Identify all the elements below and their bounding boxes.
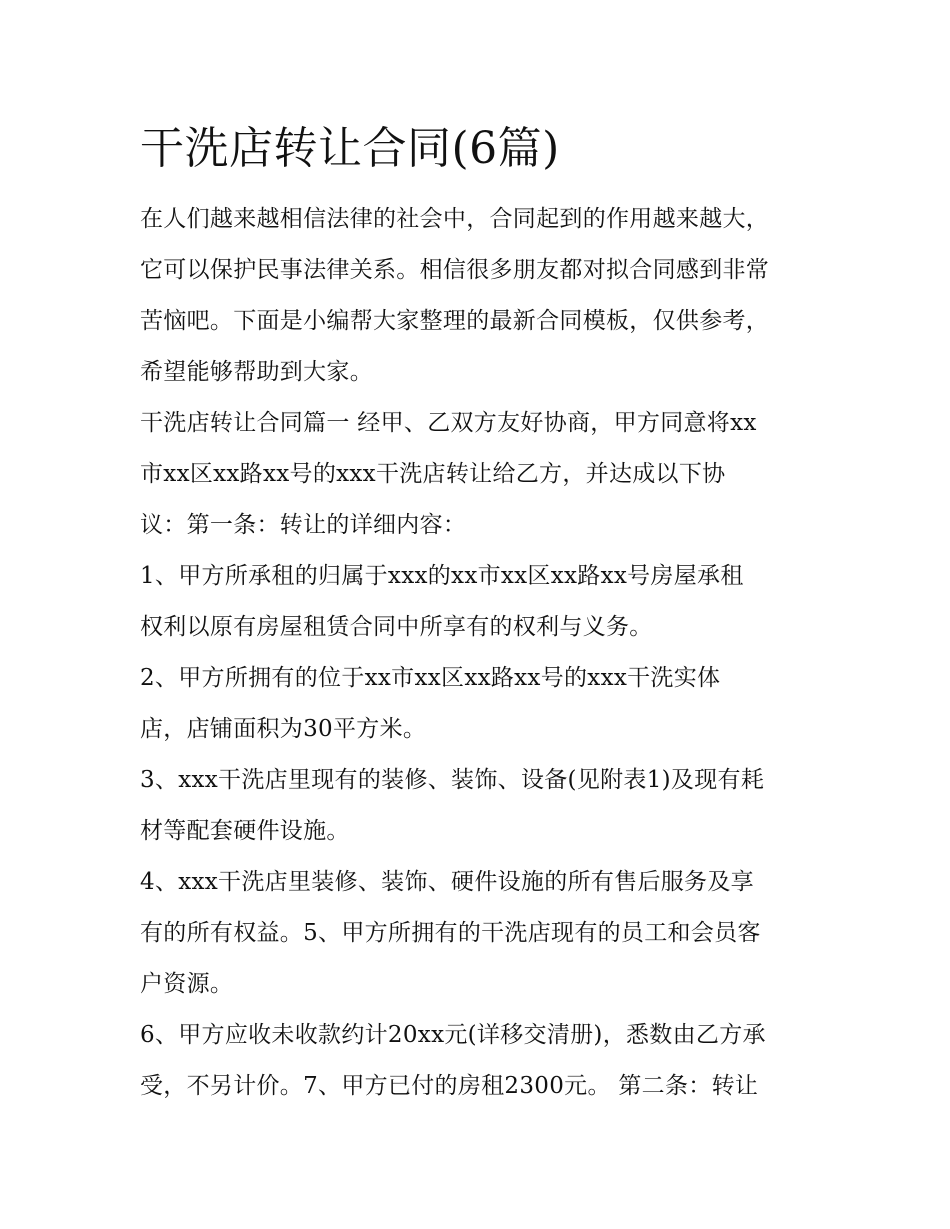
text-line-12: 3、xxx干洗店里现有的装修、装饰、设备(见附表1)及现有耗 [140,767,765,793]
text-line-16: 户资源。 [140,971,234,997]
text-line-18: 受，不另计价。7、甲方已付的房租2300元。 第二条：转让 [140,1073,759,1099]
text-line-15: 有的所有权益。5、甲方所拥有的干洗店现有的员工和会员客 [140,920,761,946]
text-line-8: 1、甲方所承租的归属于xxx的xx市xx区xx路xx号房屋承租 [140,563,744,589]
document-title: 干洗店转让合同(6篇) [140,123,560,174]
text-line-9: 权利以原有房屋租赁合同中所享有的权利与义务。 [140,614,653,640]
text-line-17: 6、甲方应收未收款约计20xx元(详移交清册)，悉数由乙方承 [140,1022,766,1048]
text-line-3: 苦恼吧。下面是小编帮大家整理的最新合同模板，仅供参考， [140,308,770,334]
text-line-7: 议：第一条：转让的详细内容： [140,512,467,538]
text-line-14: 4、xxx干洗店里装修、装饰、硬件设施的所有售后服务及享 [140,869,754,895]
text-line-6: 市xx区xx路xx号的xxx干洗店转让给乙方，并达成以下协 [140,461,726,487]
text-line-10: 2、甲方所拥有的位于xx市xx区xx路xx号的xxx干洗实体 [140,665,721,691]
text-line-1: 在人们越来越相信法律的社会中，合同起到的作用越来越大， [140,206,770,232]
text-line-13: 材等配套硬件设施。 [140,818,350,844]
text-line-5: 干洗店转让合同篇一 经甲、乙双方友好协商，甲方同意将xx [140,410,757,436]
document-body [140,118,815,1112]
text-line-4: 希望能够帮助到大家。 [140,359,373,385]
text-line-11: 店，店铺面积为30平方米。 [140,716,427,742]
text-line-2: 它可以保护民事法律关系。相信很多朋友都对拟合同感到非常 [140,257,770,283]
